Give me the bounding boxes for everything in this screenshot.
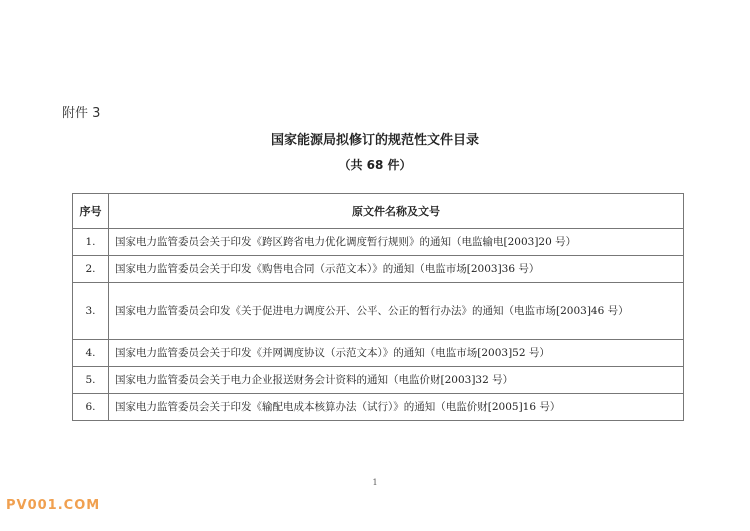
table-row [73,367,684,394]
row-number: 6. [73,394,109,421]
row-document-name: 国家电力监管委员会印发《关于促进电力调度公开、公平、公正的暂行办法》的通知（电监市场[2003]46 号） [109,283,684,340]
row-document-name: 国家电力监管委员会关于印发《购售电合同（示范文本）》的通知（电监市场[2003]36 号） [109,256,684,283]
table-header-row [73,194,684,229]
table-row [73,340,684,367]
site-watermark: PV001.COM [6,498,101,513]
row-number: 5. [73,367,109,394]
table-row [73,229,684,256]
row-number: 3. [73,283,109,340]
row-document-name: 国家电力监管委员会关于电力企业报送财务会计资料的通知（电监价财[2003]32 号） [109,367,684,394]
header-serial-number: 序号 [73,194,109,229]
table-row [73,394,684,421]
row-document-name: 国家电力监管委员会关于印发《跨区跨省电力优化调度暂行规则》的通知（电监输电[2003]20 号） [109,229,684,256]
row-number: 1. [73,229,109,256]
document-table [72,193,684,421]
row-number: 2. [73,256,109,283]
row-document-name: 国家电力监管委员会关于印发《并网调度协议（示范文本）》的通知（电监市场[2003]52 号） [109,340,684,367]
row-document-name: 国家电力监管委员会关于印发《输配电成本核算办法（试行）》的通知（电监价财[2005]16 号） [109,394,684,421]
page-number: 1 [372,478,378,487]
attachment-label: 附件 3 [62,106,101,121]
table-row [73,256,684,283]
table-row [73,283,684,340]
row-number: 4. [73,340,109,367]
document-subtitle: （共 68 件） [338,158,412,172]
header-document-name: 原文件名称及文号 [109,194,684,229]
document-title: 国家能源局拟修订的规范性文件目录 [270,133,479,148]
